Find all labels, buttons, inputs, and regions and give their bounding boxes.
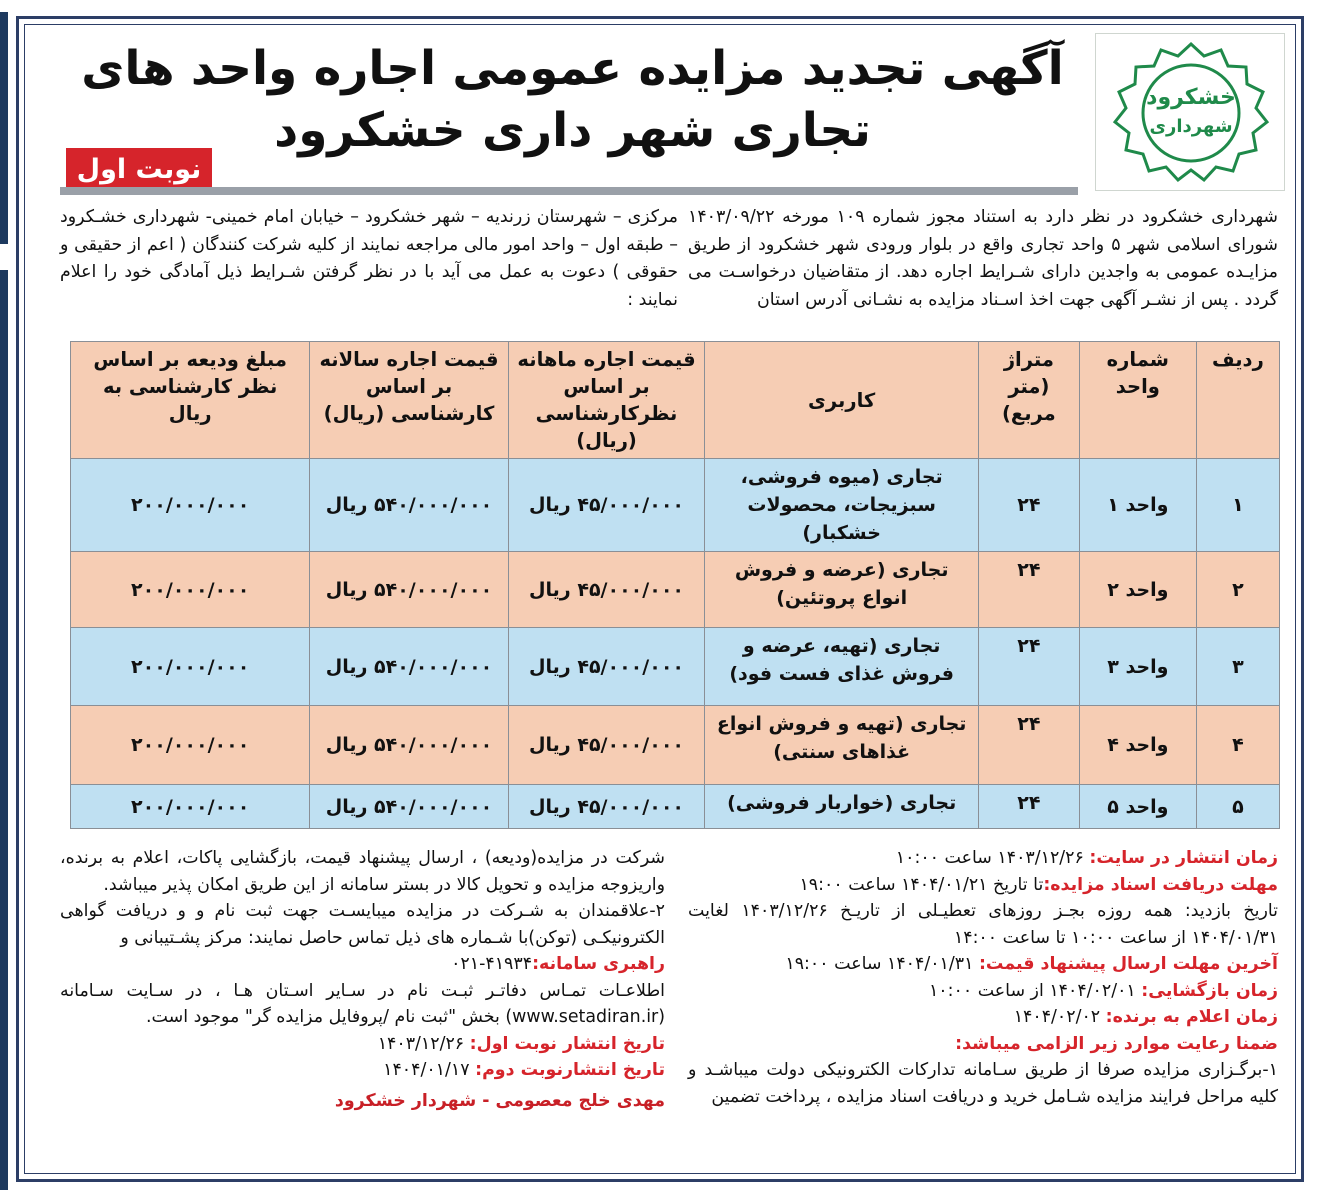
cell-unit: واحد ۴ <box>1079 706 1196 785</box>
cell-unit: واحد ۳ <box>1079 628 1196 706</box>
table-row <box>71 785 1280 829</box>
units-table <box>70 341 1280 829</box>
cell-row-number: ۱ <box>1196 459 1279 552</box>
cell-yearly-rent: ۵۴۰/۰۰۰/۰۰۰ ریال <box>310 706 508 785</box>
schedule-column <box>688 845 1278 1110</box>
winner-announce-value: ۱۴۰۴/۰۲/۰۲ <box>1013 1007 1106 1027</box>
second-publish-label: تاریخ انتشارنوبت دوم: <box>475 1060 665 1080</box>
notes-heading: ضمنا رعایت موارد زیر الزامی میباشد: <box>955 1033 1278 1054</box>
publish-time-line <box>688 845 1278 872</box>
svg-text:خشکرود: خشکرود <box>1146 85 1236 110</box>
visit-dates: تاریخ بازدید: همه روزه بجـز روزهای تعطیـلی از تاریـخ ۱۴۰۳/۱۲/۲۶ لغایت ۱۴۰۴/۰۱/۳۱ از ساعت ۱۰:۰۰ تا ساعت ۱۴:۰۰ <box>688 901 1278 948</box>
table-header-row <box>71 342 1280 459</box>
header-usage: کاربری <box>705 342 978 459</box>
note-1: ۱-برگـزاری مزایده صرفا از طریق سـامانه تدارکات الکترونیکی دولت میباشـد و کلیه مراحل فرایند مزایده شـامل خرید و دریافت اسناد مزایده ، پرداخت تضمین <box>688 1060 1278 1107</box>
cell-deposit: ۲۰۰/۰۰۰/۰۰۰ <box>71 785 310 829</box>
cell-deposit: ۲۰۰/۰۰۰/۰۰۰ <box>71 459 310 552</box>
cell-deposit: ۲۰۰/۰۰۰/۰۰۰ <box>71 628 310 706</box>
table-row <box>71 628 1280 706</box>
municipality-logo <box>1095 33 1285 191</box>
opening-time-line <box>688 978 1278 1005</box>
cell-yearly-rent: ۵۴۰/۰۰۰/۰۰۰ ریال <box>310 785 508 829</box>
municipality-seal-icon <box>1096 34 1286 192</box>
cell-area: ۲۴ <box>978 552 1079 628</box>
support-label: راهبری سامانه: <box>532 954 665 974</box>
left-edge-bar-top <box>0 12 8 244</box>
winner-announce-label: زمان اعلام به برنده: <box>1105 1007 1278 1027</box>
cell-monthly-rent: ۴۵/۰۰۰/۰۰۰ ریال <box>508 785 705 829</box>
notice-title <box>60 38 1085 162</box>
intro-paragraph-left: مرکزی – شهرستان زرندیه – شهر خشکرود – خیابان امام خمینی- شهرداری خشـکرود – طبقه اول – واحد امور مالی مراجعه نمایند از کلیه شرکت کنندگان ( اعم از حقیقی و حقوقی ) دعوت به عمل می آید با در نظر گرفتن شـرایط ذیل آمادگی خود را اعلام نمایند : <box>60 207 678 310</box>
header-unit-number: شماره واحد <box>1079 342 1196 459</box>
opening-time-value: ۱۴۰۴/۰۲/۰۱ از ساعت ۱۰:۰۰ <box>928 980 1142 1001</box>
docs-deadline-label: مهلت دریافت اسناد مزایده: <box>1043 874 1278 895</box>
cell-usage: تجاری (عرضه و فروش انواع پروتئین) <box>705 552 978 628</box>
cell-usage: تجاری (تهیه، عرضه و فروش غذای فست فود) <box>705 628 978 706</box>
publish-time-label: زمان انتشار در سایت: <box>1089 848 1278 868</box>
table-row <box>71 552 1280 628</box>
conditions-paragraph-3: اطلاعـات تمـاس دفاتـر ثبـت نام در سـایر اسـتان هـا ، در سـایت سـامانه (www.setadiran.ir) بخش "ثبت نام /پروفایل مزایده گر" موجود است. <box>60 980 665 1027</box>
cell-usage: تجاری (تهیه و فروش انواع غذاهای سنتی) <box>705 706 978 785</box>
cell-monthly-rent: ۴۵/۰۰۰/۰۰۰ ریال <box>508 706 705 785</box>
cell-yearly-rent: ۵۴۰/۰۰۰/۰۰۰ ریال <box>310 628 508 706</box>
cell-yearly-rent: ۵۴۰/۰۰۰/۰۰۰ ریال <box>310 552 508 628</box>
bid-deadline-label: آخرین مهلت ارسال پیشنهاد قیمت: <box>978 954 1278 974</box>
svg-text:شهرداری: شهرداری <box>1149 116 1233 137</box>
header-yearly-rent: قیمت اجاره سالانه بر اساس کارشناسی (ریال) <box>310 342 508 459</box>
docs-deadline-value: تا تاریخ ۱۴۰۴/۰۱/۲۱ ساعت ۱۹:۰۰ <box>799 874 1044 895</box>
header-monthly-rent: قیمت اجاره ماهانه بر اساس نظرکارشناسی (ریال) <box>508 342 705 459</box>
cell-area: ۲۴ <box>978 459 1079 552</box>
header-area: متراژ (متر مربع) <box>978 342 1079 459</box>
header-row-number: ردیف <box>1196 342 1279 459</box>
conditions-paragraph-1: شرکت در مزایده(ودیعه) ، ارسال پیشنهاد قیمت، بازگشایی پاکات، اعلام به برنده، واریزوجه مزایده و تحویل کالا در بستر سامانه از این طریق امکان پذیر میباشد. <box>60 848 665 895</box>
first-publish-label: تاریخ انتشار نوبت اول: <box>469 1033 665 1054</box>
cell-row-number: ۵ <box>1196 785 1279 829</box>
conditions-paragraph-2: ۲-علاقمندان به شـرکت در مزایده میبایسـت جهت ثبت نام و و دریافت گواهی الکترونیکـی (توکن)با شـماره های ذیل تماس حاصل نمایند: مرکز پشـتیبانی و <box>60 901 665 948</box>
cell-row-number: ۴ <box>1196 706 1279 785</box>
opening-time-label: زمان بازگشایی: <box>1141 980 1278 1001</box>
bid-deadline-value: ۱۴۰۴/۰۱/۳۱ ساعت ۱۹:۰۰ <box>785 954 979 974</box>
cell-unit: واحد ۲ <box>1079 552 1196 628</box>
header-deposit: مبلغ ودیعه بر اساس نظر کارشناسی به ریال <box>71 342 310 459</box>
cell-area: ۲۴ <box>978 706 1079 785</box>
support-phone: ۴۱۹۳۴-۰۲۱ <box>451 954 533 974</box>
first-publish-value: ۱۴۰۳/۱۲/۲۶ <box>377 1033 470 1054</box>
cell-yearly-rent: ۵۴۰/۰۰۰/۰۰۰ ریال <box>310 459 508 552</box>
support-line <box>60 951 665 978</box>
cell-area: ۲۴ <box>978 785 1079 829</box>
winner-announce-line <box>688 1004 1278 1031</box>
intro-paragraph-right: شهرداری خشکرود در نظر دارد به استناد مجوز شماره ۱۰۹ مورخه ۱۴۰۳/۰۹/۲۲ شورای اسلامی شهر ۵ واحد تجاری واقع در بلوار ورودی شهر خشکرود از طریق مزایـده عمومی به واجدین دارای شـرایط اجاره دهد. از متقاضیان درخواسـت می گردد . پس از نشـر آگهی جهت اخذ اسـناد مزایده به نشـانی آدرس استان <box>688 207 1278 310</box>
cell-area: ۲۴ <box>978 628 1079 706</box>
left-edge-bar-bottom <box>0 270 8 1190</box>
mayor-signature: مهدی خلج معصومی - شهردار خشکرود <box>334 1090 665 1111</box>
first-round-badge: نوبت اول <box>66 148 212 192</box>
cell-unit: واحد ۵ <box>1079 785 1196 829</box>
bid-deadline-line <box>688 951 1278 978</box>
cell-monthly-rent: ۴۵/۰۰۰/۰۰۰ ریال <box>508 459 705 552</box>
title-divider <box>60 187 1078 195</box>
cell-monthly-rent: ۴۵/۰۰۰/۰۰۰ ریال <box>508 552 705 628</box>
conditions-column <box>60 845 665 1114</box>
cell-monthly-rent: ۴۵/۰۰۰/۰۰۰ ریال <box>508 628 705 706</box>
cell-row-number: ۳ <box>1196 628 1279 706</box>
cell-deposit: ۲۰۰/۰۰۰/۰۰۰ <box>71 706 310 785</box>
cell-usage: تجاری (میوه فروشی، سبزیجات، محصولات خشکبار) <box>705 459 978 552</box>
second-publish-value: ۱۴۰۴/۰۱/۱۷ <box>383 1060 476 1080</box>
second-publish-line <box>60 1057 665 1084</box>
publish-time-value: ۱۴۰۳/۱۲/۲۶ ساعت ۱۰:۰۰ <box>895 848 1090 868</box>
table-row <box>71 459 1280 552</box>
title-line-2: تجاری شهر داری خشکرود <box>274 103 871 158</box>
cell-row-number: ۲ <box>1196 552 1279 628</box>
cell-deposit: ۲۰۰/۰۰۰/۰۰۰ <box>71 552 310 628</box>
first-publish-line <box>60 1031 665 1058</box>
table-row <box>71 706 1280 785</box>
docs-deadline-line <box>688 872 1278 899</box>
title-line-1: آگهی تجدید مزایده عمومی اجاره واحد های <box>81 41 1064 96</box>
cell-unit: واحد ۱ <box>1079 459 1196 552</box>
cell-usage: تجاری (خواربار فروشی) <box>705 785 978 829</box>
